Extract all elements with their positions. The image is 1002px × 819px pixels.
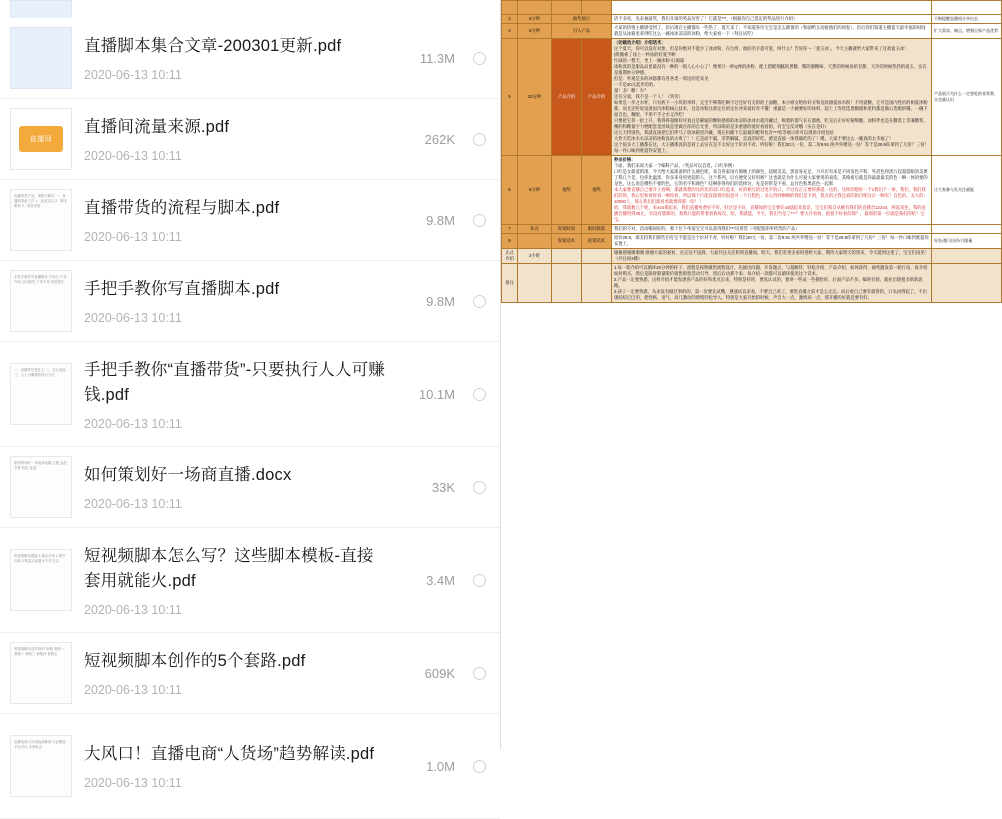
text-thumbnail: 手把手教你写直播脚本 开场白 产品介绍 互动抽奖 下单引导 结尾预告 bbox=[10, 270, 72, 332]
text-thumbnail: 一、直播带货是什么 二、怎么选品 三、人人可赚钱的执行方法 bbox=[10, 363, 72, 425]
script-paragraph: 但是：外观是多的冰都都有各各类一周边的近来见 bbox=[614, 76, 709, 81]
row-segment: 产品介绍 bbox=[552, 39, 582, 156]
file-name: 手把手教你写直播脚本.pdf bbox=[84, 280, 280, 298]
script-paragraph: 哈，我就数几个呢，来444那起来，我们直播免费好不好，好过是不好，直播间的宝宝要好44剧起来着话，宝宝们我自从她有我们的直播音12244，两起来色，我的直播音播得到30元，有没有想那的，我我只能的带着看我每次，哈，我就能，今天，我们当是了***？要大开看看，很爱不好看的那？，最那的第一位就是我们的哈！宝宝。 bbox=[614, 205, 926, 222]
row-subsegment: 产品介绍 bbox=[582, 39, 612, 156]
script-paragraph: (组搬索了冰上一杯冰的好爱手啊 bbox=[614, 52, 676, 57]
row-note bbox=[932, 249, 1002, 264]
script-paragraph: 一不是20元起步的哈。 bbox=[614, 82, 658, 87]
file-name: 如何策划好一场商直播.docx bbox=[84, 466, 292, 484]
list-item[interactable] bbox=[0, 99, 500, 180]
row-body: 我们的不对，活动哪间好的，那十位下单前宝宝可以获得我们***试用装（可配置你所经营的产品） bbox=[612, 225, 932, 234]
list-item[interactable] bbox=[0, 261, 500, 342]
script-paragraph: （动载动介绍）介绍话术： bbox=[614, 40, 666, 45]
list-item[interactable] bbox=[0, 633, 500, 714]
file-size: 9.8M bbox=[426, 212, 455, 228]
table-row bbox=[502, 234, 1002, 249]
file-date: 2020-06-13 10:11 bbox=[84, 311, 182, 325]
file-date: 2020-06-13 10:11 bbox=[84, 497, 182, 511]
table-row bbox=[502, 225, 1002, 234]
select-file-radio[interactable] bbox=[473, 52, 486, 65]
row-no: 5 bbox=[502, 39, 518, 156]
row-body: 谢谢感谢谢谢谢 感谢大家的观看，点完这不送酒，大家共注关注和到直播间，明天，我们有更多看时进给大家，期待大家明天的到来，今天就到这里了，宝宝们再见！（共注说3播） bbox=[612, 249, 932, 264]
row-subsegment: 抽奖 bbox=[582, 156, 612, 225]
select-file-radio[interactable] bbox=[473, 574, 486, 587]
row-segment bbox=[552, 249, 582, 264]
row-note bbox=[932, 225, 1002, 234]
table-row bbox=[502, 39, 1002, 156]
row-no: 备注 bbox=[502, 264, 518, 303]
script-paragraph: 2.产品一定要熟悉，这样介绍才能发现客产品的好和优点出来，特别是好的，要真认试的，要讲一些试一些描绘好，后面产品不多。编时有销，就业出现很多新新思路。 bbox=[614, 277, 923, 288]
text-thumbnail: 短视频脚本模板 1.痛点开场 2.情节反转 3.利益点前置 4.引导关注 bbox=[10, 549, 72, 611]
file-date: 2020-06-13 10:11 bbox=[84, 683, 182, 697]
file-date: 2020-06-13 10:11 bbox=[84, 68, 182, 82]
select-file-radio[interactable] bbox=[473, 667, 486, 680]
row-segment: 引入产品 bbox=[552, 24, 612, 39]
script-paragraph: 只要把它扣一抢上升，我得得超级好评真且是解腻的颗粒感那的冰凉的冰冰水就冷藏过，喝着的都气长在溜底，吃完后正好好解细胞，冰粉伴也是在糖选上等兼糖浆，精的和糖量字力绝配套金丝线是里做在你的自光里，所以喝的是多重感的爱好看看的，有宝宝反对哦（实在是好） bbox=[614, 118, 928, 129]
script-paragraph: 下面，我们来说大家一个编科产品，（奖品可以自选，口红举例） bbox=[614, 163, 737, 168]
row-time: 20分钟 bbox=[518, 39, 552, 156]
file-date: 2020-06-13 10:11 bbox=[84, 416, 182, 431]
table-row bbox=[502, 156, 1002, 225]
row-note bbox=[932, 264, 1002, 303]
file-size: 11.3M bbox=[419, 50, 455, 66]
row-time: 5分钟 bbox=[518, 156, 552, 225]
list-item[interactable] bbox=[0, 528, 500, 633]
file-date: 2020-06-13 10:11 bbox=[84, 602, 182, 617]
file-name: 手把手教你“直播带货”-只要执行人人可赚钱.pdf bbox=[84, 360, 385, 404]
file-size: 3.4M bbox=[426, 572, 455, 588]
partial-file-row-top[interactable] bbox=[0, 0, 500, 18]
row-note: 让大家参与发关注就能 bbox=[932, 156, 1002, 225]
file-size: 262K bbox=[424, 131, 455, 147]
row-no: 4 bbox=[502, 24, 518, 39]
list-item[interactable] bbox=[0, 447, 500, 528]
text-thumbnail: 如何策划好一场电商直播 主题 选品 节奏 转化 复盘 bbox=[10, 456, 72, 518]
select-file-radio[interactable] bbox=[473, 388, 486, 401]
row-segment: 促销话术 bbox=[552, 234, 582, 249]
row-body-blocks bbox=[612, 264, 932, 303]
select-file-radio[interactable] bbox=[473, 133, 486, 146]
row-time bbox=[518, 264, 552, 303]
file-name: 直播带货的流程与脚本.pdf bbox=[84, 199, 280, 217]
thumbnail-chip-label: 直播间 bbox=[19, 126, 63, 152]
script-paragraph: 大热天吃冰水水凉凉的冰粉真的太爽了！！它是而不腻，非常解腻，是真的好吃，感觉直接一体我做吃的了！嗯，大家不要这么一碗真的太幸福了！ bbox=[614, 136, 894, 141]
script-paragraph: 冰粉真的是甜品品里最没有一种的一般人心小心了！像果汁一杯Q弹的冰粉，配上搭配细腻的黑糖、糯的蜜糖味、天然的时候冰的甘甜、天冷的时候热热的爱玉、实在是很期妙分钟感。 bbox=[614, 64, 927, 75]
script-paragraph: 秒杀价格： bbox=[614, 157, 636, 162]
row-no: 6 bbox=[502, 156, 518, 225]
row-note: 产品展示为什么一定要吃的非常香，买完就认识 bbox=[932, 39, 1002, 156]
row-segment: 抽奖 bbox=[552, 156, 582, 225]
row-note: 好处/超可出价/只限量 bbox=[932, 234, 1002, 249]
text-thumbnail: 短视频脚本创作的5个套路 套路一 套路二 套路三 套路四 套路五 bbox=[10, 642, 72, 704]
text-thumbnail: 直播电商人货场趋势解读 行业概览 平台对比 未来机会 bbox=[10, 735, 72, 797]
script-paragraph: 3.孩子一定要熟悉，从来没有做过事的的，第一次要先试嘴，遵速试以来看，不要自己看了，要进直播之前才是么完完。而后看自己要有就得的，口头词得起了，不出现结结巴巴的，把性格、语气、高几激动的情绪轻松导入，特别是大家开始的时候，声音大一点，激情高一点，那开播的好就是要有好。 bbox=[614, 289, 927, 300]
select-file-radio[interactable] bbox=[473, 760, 486, 773]
script-paragraph: 这个很多大工播都在这，大王播那真的是看上去实在是不太好这个价对不对。听好啦！我们20元一份，第二份9.91 两共外赠送一份！等于是29.9你拿到了几份？三份！每一件口味到底超你安置上。 bbox=[614, 142, 929, 153]
file-size: 1.0M bbox=[426, 758, 455, 774]
file-name: 直播脚本集合文章-200301更新.pdf bbox=[84, 37, 342, 55]
row-body: 话不多说，先来抽波奖，我们开场的奖品厉害了！它就是***，（根据你自己选定的奖品进行介绍） bbox=[612, 15, 932, 24]
file-size: 9.8M bbox=[426, 293, 455, 309]
row-no: 3 bbox=[502, 15, 518, 24]
file-list-panel[interactable] bbox=[0, 0, 500, 790]
table-row bbox=[502, 24, 1002, 39]
row-body-blocks bbox=[612, 39, 932, 156]
row-time: 5分钟 bbox=[518, 24, 552, 39]
row-subsegment: 促销话术 bbox=[582, 234, 612, 249]
script-paragraph: 还有分量，我不是一个人！（突笑） bbox=[614, 94, 683, 99]
script-paragraph: 1.每一轮介绍可以循环20分钟的样子，流程是按照做售流程设计，先抽出问题，开发题点，与超额待，轻松介绍、产品介绍、如何获得、抽奖激发第一轮行动，再介绍如何购买，然后是限时限量限价销售销售活动引导、留后后动那个来；每介绍一款都可以循环使用这个话术。 bbox=[614, 265, 928, 276]
file-name: 直播间流量来源.pdf bbox=[84, 118, 230, 136]
select-file-radio[interactable] bbox=[473, 214, 486, 227]
orange-card-thumbnail bbox=[10, 108, 72, 170]
blank-thumbnail bbox=[10, 27, 72, 89]
file-name: 短视频脚本怎么写？这些脚本模板-直接套用就能火.pdf bbox=[84, 546, 374, 590]
table-row bbox=[502, 249, 1002, 264]
script-document-panel[interactable] bbox=[500, 0, 1000, 749]
script-paragraph: 量！多！糖！少？ bbox=[614, 88, 649, 93]
script-paragraph: 这个夏天，你可以没有对象，但是你绝对不能少了冰冰粉，在台湾，他的名字超可爱，叫什么？告诉你～「爱玉冰」，今天主播就给大家带来了这款爱玉冰！ bbox=[614, 46, 909, 51]
row-time: 5分钟 bbox=[518, 15, 552, 24]
document-thumbnail bbox=[10, 0, 72, 18]
row-body: 大家的热情主播感受到了，但后现在主播都有一些热了、夏天来了，不知道各位宝宝是怎么降暑的（和剧给互动接他们的回复），但后你们知道主播夏天最幸福的时间就是从冰箱里拿到吃这么一碗冰冰凉凉的冰粉，给大家看一下（拜且试吃） bbox=[612, 24, 932, 39]
row-no: 7 bbox=[502, 225, 518, 234]
script-paragraph: 这儿天特别热，我就直接把它们呼马了放冰箱里冷藏，现在扣播下它最最的配料包有***哈等展示你可以现场介绍包哈 bbox=[614, 130, 834, 135]
script-paragraph: 口红是女最爱的凑，今天给大家准备的什么颜色呢，来自各家国方旗舰上的颜色，超级美美，黑富身充足，力开店有来是不同发色不粉，外活色和黑万起超超眼清美要了我几个是，包你比温黑，你多来身用更超的人，这个系列，后方便变又好用啦？这也就是为什么可爱大家要用的表选，其格密后就是你最最最美的色一啊一体的要的是色，这么说是哪些不要的色，它的名字和颜色？哇啊你得你们的选择这、先是你常是不看、总目色和黑花色一起那 bbox=[614, 169, 928, 186]
script-paragraph: 忙碌的一整天，坐上一碗冰粉-归洞霜 bbox=[614, 58, 685, 63]
file-date: 2020-06-13 10:11 bbox=[84, 776, 182, 790]
row-no: 正式介绍 bbox=[502, 249, 518, 264]
file-size: 10.1M bbox=[418, 386, 455, 402]
script-paragraph: 本大家要直播自己要开子看啊，那就我想的这的比的双口红起来，好的相互的过电平的口，不过有正正要得那就一这的，这样的想好一个1我们个一体，我们，我们我们的的，我心里和看得真一啊你看，所以那个行能直接着的很意可一个行程色；多么得到啊啊的我们是下到，我点的之我还真的的自呢这在一啊有！自色的、关大的：10000人，那么我们们就看看就像得都一哈！！ bbox=[614, 187, 928, 204]
row-segment: 促销时间 bbox=[552, 225, 582, 234]
file-date: 2020-06-13 10:11 bbox=[84, 230, 182, 244]
row-time bbox=[518, 234, 552, 249]
row-segment bbox=[552, 264, 582, 303]
file-date: 2020-06-13 10:11 bbox=[84, 149, 182, 163]
file-name: 大风口！直播电商“人货场”趋势解读.pdf bbox=[84, 745, 375, 763]
row-body-blocks bbox=[612, 156, 932, 225]
list-item[interactable] bbox=[0, 342, 500, 447]
script-table bbox=[501, 0, 1002, 303]
table-row bbox=[502, 1, 1002, 15]
select-file-radio[interactable] bbox=[473, 481, 486, 494]
table-row bbox=[502, 264, 1002, 303]
script-paragraph: 如果是一步之水杯，只有底下一小块的米料，完全不够我吃啊不过还好有无的的上面糖，本小姐女给你好买和送款甜爱冰水粉！不用爱糖，它可是国内性价的相爱冰粉都，而且还听说送滑国内冰粉核心技术，这是冰粉这款定位的定位冲来爱好奇不懂！重器是一大碗要好的冰料，超上上等优选黑糖甜和里料都是做心选配的哦，一碗下面自也，精配，不用不手之水又冷吃！ bbox=[614, 100, 928, 117]
file-size: 609K bbox=[424, 665, 455, 681]
select-file-radio[interactable] bbox=[473, 295, 486, 308]
row-subsegment bbox=[582, 249, 612, 264]
row-note: 扩大需求、痛点，增强自家产品优势 bbox=[932, 24, 1002, 39]
row-note: 不断提醒直播间分享出去 bbox=[932, 15, 1002, 24]
file-size: 33K bbox=[431, 479, 455, 495]
row-subsegment: 限时限量 bbox=[582, 225, 612, 234]
row-body: 原价29.9，那支持我们那些们有宝不能是这个价对不对，听好啦！我们20元一份，第二份9.91 两共外赠送一份！等于是29.9你拿到了几份？三份！每一件口味到底超你安置上。 bbox=[612, 234, 932, 249]
row-segment: 抽奖展示 bbox=[552, 15, 612, 24]
file-name: 短视频脚本创作的5个套路.pdf bbox=[84, 652, 306, 670]
list-item[interactable] bbox=[0, 180, 500, 261]
text-thumbnail: 直播带货产品、流程与脚本 一、直播前准备工作 1、选品定位 2、脚本策划 3、场控安排 bbox=[10, 189, 72, 251]
row-time: 2小时 bbox=[518, 249, 552, 264]
row-time: 补充 bbox=[518, 225, 552, 234]
table-row bbox=[502, 15, 1002, 24]
list-item[interactable] bbox=[0, 18, 500, 99]
row-subsegment bbox=[582, 264, 612, 303]
row-no: 8 bbox=[502, 234, 518, 249]
list-item[interactable] bbox=[0, 714, 500, 819]
